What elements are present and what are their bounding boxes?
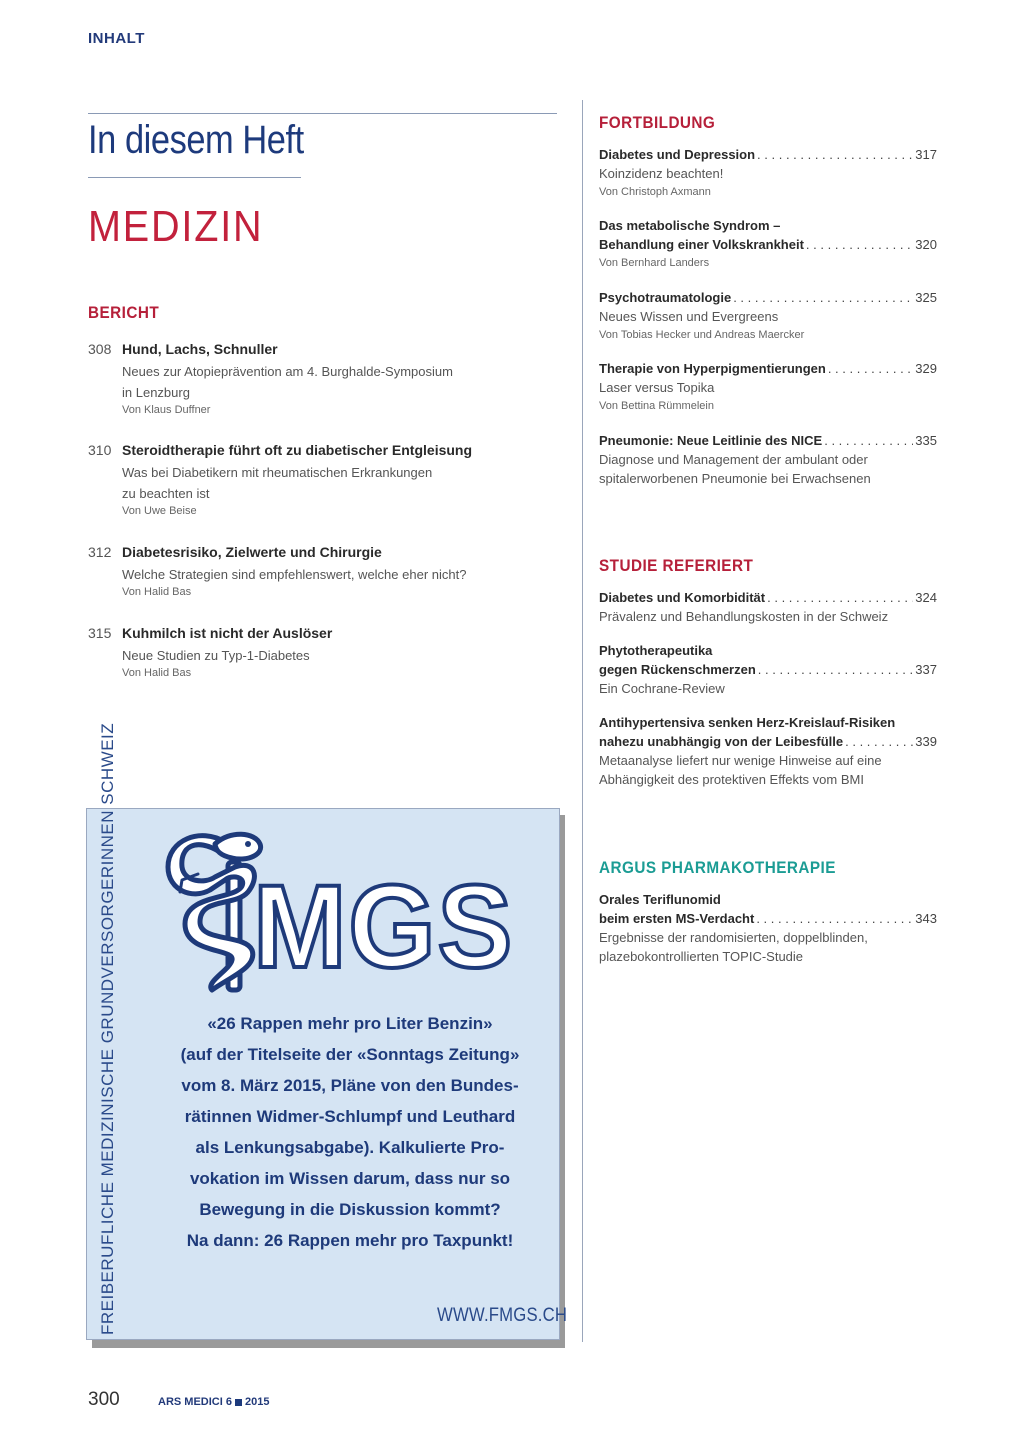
entry-page: 335 xyxy=(915,433,937,448)
entry-subtitle: Neues Wissen und Evergreens xyxy=(599,309,779,324)
entry-title-line: Antihypertensiva senken Herz-Kreislauf-Risiken xyxy=(599,715,896,730)
page-number: 300 xyxy=(88,1389,120,1410)
entry-subtitle: Diagnose und Management der ambulant oder spitalerworbenen Pneumonie bei Erwachsenen xyxy=(599,452,871,486)
entry-page: 315 xyxy=(88,625,112,641)
entry-title: Hund, Lachs, Schnuller xyxy=(122,341,278,357)
snake-staff-icon xyxy=(168,834,261,990)
magazine-name: ARS MEDICI 6 xyxy=(158,1396,232,1408)
entry-page: 308 xyxy=(88,341,112,357)
entry-author: Von Klaus Duffner xyxy=(122,404,211,416)
argus-heading: ARGUS PHARMAKOTHERAPIE xyxy=(599,858,836,877)
entry-author: Von Tobias Hecker und Andreas Maercker xyxy=(599,329,805,341)
column-divider xyxy=(582,100,583,1342)
entry-subtitle: Prävalenz und Behandlungskosten in der Schweiz xyxy=(599,609,889,624)
entry-page: 337 xyxy=(915,662,937,677)
entry-page: 339 xyxy=(915,734,937,749)
entry-page: 310 xyxy=(88,442,112,458)
toc-entry[interactable] xyxy=(599,890,937,966)
ad-vertical-text: FREIBERUFLICHE MEDIZINISCHE GRUNDVERSORGERINNEN SCHWEIZ xyxy=(98,722,117,1335)
entry-author: Von Christoph Axmann xyxy=(599,186,711,198)
fmgs-logo xyxy=(160,822,520,1002)
magazine-issue xyxy=(158,1396,269,1408)
entry-page: 317 xyxy=(915,147,937,162)
ad-url-link[interactable]: WWW.FMGS.CH xyxy=(437,1305,568,1326)
entry-author: Von Uwe Beise xyxy=(122,505,197,517)
toc-entry[interactable] xyxy=(599,713,937,789)
entry-title: Diabetes und Depression . . . 317 xyxy=(599,145,937,164)
toc-entry[interactable] xyxy=(599,431,937,488)
toc-entry[interactable] xyxy=(599,588,937,626)
square-bullet-icon xyxy=(235,1399,242,1406)
top-rule xyxy=(88,113,557,114)
toc-entry[interactable] xyxy=(599,288,937,345)
toc-entry[interactable] xyxy=(599,359,937,416)
entry-title: Behandlung einer Volkskrankheit . . . 320 xyxy=(599,235,937,254)
entry-subtitle: Neue Studien zu Typ-1-Diabetes xyxy=(122,648,310,663)
page-title: In diesem Heft xyxy=(88,118,304,162)
entry-author: Von Bettina Rümmelein xyxy=(599,400,714,412)
entry-page: 320 xyxy=(915,237,937,252)
toc-entry[interactable] xyxy=(599,641,937,698)
entry-subtitle: Koinzidenz beachten! xyxy=(599,166,724,181)
entry-title: Diabetes und Komorbidität . . . 324 xyxy=(599,588,937,607)
entry-page: 343 xyxy=(915,911,937,926)
toc-entry[interactable] xyxy=(599,216,937,273)
fortbildung-heading: FORTBILDUNG xyxy=(599,113,716,132)
entry-title: beim ersten MS-Verdacht . . . 343 xyxy=(599,909,937,928)
entry-title-line: Phytotherapeutika xyxy=(599,643,713,658)
entry-title-line: Orales Teriflunomid xyxy=(599,892,721,907)
title-rule xyxy=(88,177,301,178)
entry-title: nahezu unabhängig von der Leibesfülle . . . 339 xyxy=(599,732,937,751)
entry-subtitle: Metaanalyse liefert nur wenige Hinweise auf eine Abhängigkeit des protektiven Effekts vom BMI xyxy=(599,753,882,787)
entry-author: Von Halid Bas xyxy=(122,667,192,679)
entry-subtitle: Neues zur Atopieprävention am 4. Burghalde-Symposium in Lenzburg xyxy=(122,364,453,400)
entry-author: Von Halid Bas xyxy=(122,586,192,598)
entry-page: 324 xyxy=(915,590,937,605)
entry-title: Therapie von Hyperpigmentierungen . . . 329 xyxy=(599,359,937,378)
entry-title: Psychotraumatologie . . . 325 xyxy=(599,288,937,307)
entry-subtitle: Laser versus Topika xyxy=(599,380,715,395)
entry-page: 329 xyxy=(915,361,937,376)
bericht-heading: BERICHT xyxy=(88,303,160,322)
magazine-year: 2015 xyxy=(244,1396,270,1408)
entry-page: 312 xyxy=(88,544,112,560)
fmgs-logo-text: MGS xyxy=(253,861,515,993)
entry-author: Von Bernhard Landers xyxy=(599,257,710,269)
entry-subtitle: Ergebnisse der randomisierten, doppelblinden, plazebokontrollierten TOPIC-Studie xyxy=(599,930,868,964)
entry-title: Pneumonie: Neue Leitlinie des NICE . . . 335 xyxy=(599,431,937,450)
studie-heading: STUDIE REFERIERT xyxy=(599,556,754,575)
entry-title: Steroidtherapie führt oft zu diabetischer Entgleisung xyxy=(122,442,473,458)
toc-entry[interactable] xyxy=(599,145,937,202)
entry-title: Kuhmilch ist nicht der Auslöser xyxy=(122,625,333,641)
entry-title: Diabetesrisiko, Zielwerte und Chirurgie xyxy=(122,544,382,560)
entry-subtitle: Welche Strategien sind empfehlenswert, welche eher nicht? xyxy=(122,567,467,582)
entry-page: 325 xyxy=(915,290,937,305)
ad-body-text: «26 Rappen mehr pro Liter Benzin» (auf der Titelseite der «Sonntags Zeitung» vom 8. März 2015, Pläne von den Bundes- rätinnen Widmer-Schlumpf und Leuthard als Lenkungsabgabe). Kalkulierte Pro- vokation im Wissen darum, dass nur so Bewegung in die Diskussion kommt? Na dann: 26 Rappen mehr pro Taxpunkt! xyxy=(180,1014,520,1250)
entry-subtitle: Ein Cochrane-Review xyxy=(599,681,725,696)
category-title: MEDIZIN xyxy=(88,202,264,251)
section-label: INHALT xyxy=(88,30,145,47)
entry-title-line: Das metabolische Syndrom – xyxy=(599,218,781,233)
entry-title: gegen Rückenschmerzen . . . 337 xyxy=(599,660,937,679)
entry-subtitle: Was bei Diabetikern mit rheumatischen Erkrankungen zu beachten ist xyxy=(122,465,433,501)
